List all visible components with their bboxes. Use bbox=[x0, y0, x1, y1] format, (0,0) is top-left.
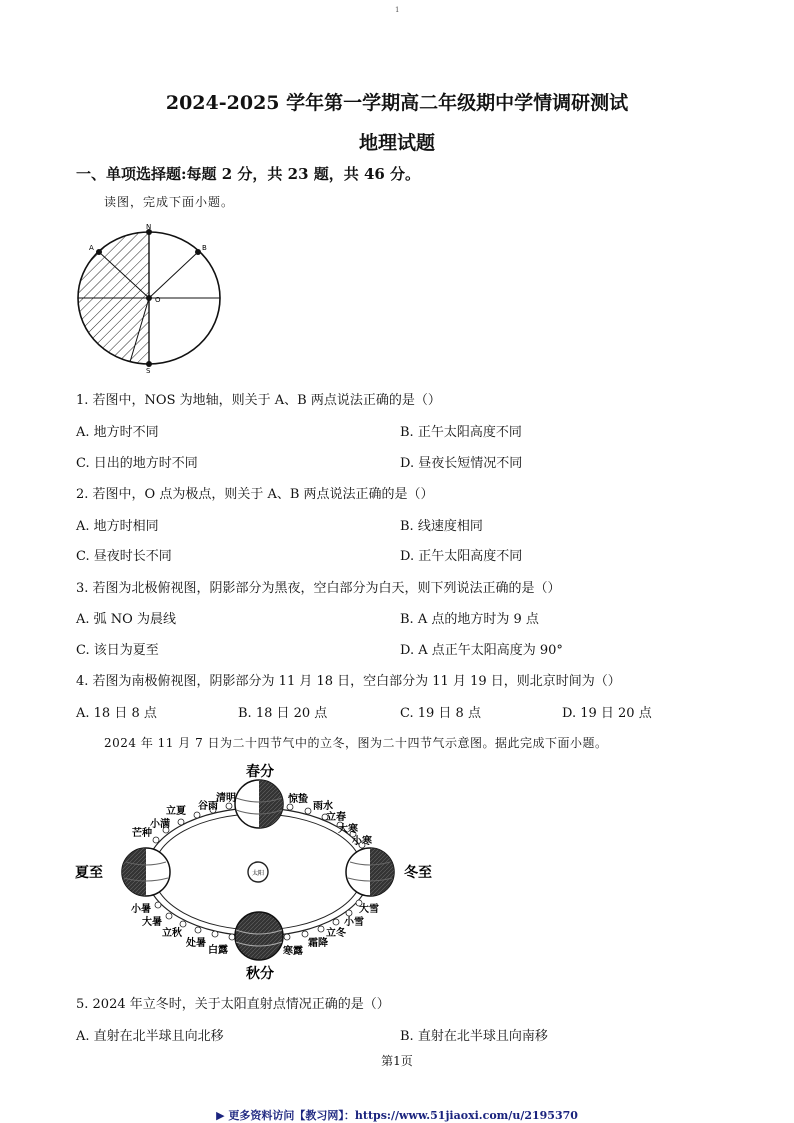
q5-option-b[interactable]: B. 直射在北半球且向南移 bbox=[400, 1029, 548, 1044]
term-xiaoshu: 小暑 bbox=[131, 904, 151, 915]
q2-option-b[interactable]: B. 线速度相同 bbox=[400, 519, 483, 534]
point-b bbox=[195, 249, 201, 255]
term-dahan: 大寒 bbox=[338, 824, 358, 835]
q2-option-a[interactable]: A. 地方时相同 bbox=[76, 519, 159, 534]
section-header: 一、单项选择题:每题 2 分，共 23 题，共 46 分。 bbox=[76, 165, 421, 183]
instruction-2: 2024 年 11 月 7 日为二十四节气中的立冬，图为二十四节气示意图。据此完成下面小题。 bbox=[104, 736, 608, 750]
question-1-stem: 1. 若图中，NOS 为地轴，则关于 A、B 两点说法正确的是（） bbox=[76, 393, 441, 408]
sun-label: 太阳 bbox=[251, 870, 265, 877]
q1-option-b[interactable]: B. 正午太阳高度不同 bbox=[400, 425, 522, 440]
point-a bbox=[96, 249, 102, 255]
label-s: S bbox=[146, 367, 151, 374]
label-b: B bbox=[202, 244, 207, 252]
term-hanlu: 寒露 bbox=[283, 946, 303, 957]
earth-summer-solstice bbox=[122, 848, 170, 896]
term-lidong: 立冬 bbox=[326, 928, 346, 939]
point-o bbox=[146, 295, 152, 301]
term-xiaohan: 小寒 bbox=[352, 836, 372, 847]
term-bailu: 白露 bbox=[208, 945, 228, 956]
earth-spring-equinox bbox=[235, 780, 283, 828]
label-summer-solstice: 夏至 bbox=[75, 865, 103, 881]
label-a: A bbox=[89, 244, 94, 252]
term-liqiu: 立秋 bbox=[162, 928, 182, 939]
q2-option-c[interactable]: C. 昼夜时长不同 bbox=[76, 549, 172, 564]
q1-option-a[interactable]: A. 地方时不同 bbox=[76, 425, 159, 440]
term-qingming: 清明 bbox=[216, 793, 236, 804]
label-o: O bbox=[155, 296, 161, 304]
term-guyu: 谷雨 bbox=[198, 801, 218, 812]
q4-option-d[interactable]: D. 19 日 20 点 bbox=[562, 706, 652, 721]
q4-option-c[interactable]: C. 19 日 8 点 bbox=[400, 706, 481, 721]
q5-option-a[interactable]: A. 直射在北半球且向北移 bbox=[76, 1029, 224, 1044]
exam-title: 2024-2025 学年第一学期高二年级期中学情调研测试 bbox=[165, 92, 629, 114]
q2-option-d[interactable]: D. 正午太阳高度不同 bbox=[400, 549, 523, 564]
q4-option-a[interactable]: A. 18 日 8 点 bbox=[76, 706, 157, 721]
term-dashu: 大暑 bbox=[142, 917, 162, 928]
earth-winter-solstice bbox=[346, 848, 394, 896]
term-lixia: 立夏 bbox=[166, 806, 186, 817]
q3-option-d[interactable]: D. A 点正午太阳高度为 90° bbox=[400, 643, 563, 658]
question-3-stem: 3. 若图为北极俯视图，阴影部分为黑夜，空白部分为白天，则下列说法正确的是（） bbox=[76, 581, 561, 596]
label-autumn-equinox: 秋分 bbox=[246, 966, 274, 982]
q4-option-b[interactable]: B. 18 日 20 点 bbox=[238, 706, 328, 721]
label-spring-equinox: 春分 bbox=[246, 764, 274, 780]
term-jingzhe: 惊蛰 bbox=[288, 794, 308, 805]
q3-option-b[interactable]: B. A 点的地方时为 9 点 bbox=[400, 612, 539, 627]
label-winter-solstice: 冬至 bbox=[404, 865, 432, 881]
question-5-stem: 5. 2024 年立冬时，关于太阳直射点情况正确的是（） bbox=[76, 997, 390, 1012]
term-daxue: 大雪 bbox=[359, 904, 379, 915]
q3-option-c[interactable]: C. 该日为夏至 bbox=[76, 643, 159, 658]
page-number: 第1页 bbox=[381, 1054, 413, 1068]
earth-circle-diagram bbox=[70, 222, 230, 374]
term-lichun: 立春 bbox=[326, 812, 346, 823]
q1-option-c[interactable]: C. 日出的地方时不同 bbox=[76, 456, 198, 471]
page-mark: 1 bbox=[395, 6, 400, 14]
instruction-1: 读图，完成下面小题。 bbox=[104, 195, 235, 209]
exam-subject: 地理试题 bbox=[358, 132, 435, 154]
question-4-stem: 4. 若图为南极俯视图，阴影部分为 11 月 18 日，空白部分为 11 月 19 日，则北京时间为（） bbox=[76, 674, 621, 689]
term-xiaoxue: 小雪 bbox=[344, 917, 364, 928]
q3-option-a[interactable]: A. 弧 NO 为晨线 bbox=[76, 612, 176, 627]
footer-resource-link[interactable]: ▶ 更多资料访问【教习网】：https://www.51jiaoxi.com/u/2195370 bbox=[216, 1109, 578, 1122]
solar-terms-diagram bbox=[70, 754, 450, 984]
term-shuangjiang: 霜降 bbox=[308, 938, 328, 949]
term-mangzhong: 芒种 bbox=[132, 828, 152, 839]
label-n: N bbox=[146, 223, 152, 231]
term-yushui: 雨水 bbox=[313, 801, 333, 812]
earth-autumn-equinox bbox=[235, 912, 283, 960]
q1-option-d[interactable]: D. 昼夜长短情况不同 bbox=[400, 456, 523, 471]
line-ob bbox=[149, 252, 198, 298]
question-2-stem: 2. 若图中，O 点为极点，则关于 A、B 两点说法正确的是（） bbox=[76, 487, 434, 502]
term-chushu: 处暑 bbox=[186, 938, 206, 949]
term-xiaoman: 小满 bbox=[150, 819, 170, 830]
